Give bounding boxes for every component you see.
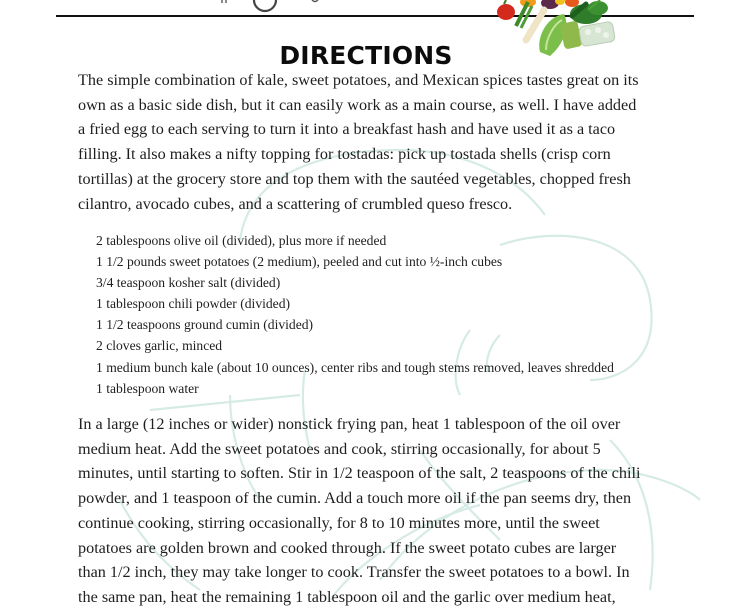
- text-line: the same pan, heat the remaining 1 tablespoon oil and the garlic over medium heat,: [78, 587, 616, 606]
- text-line: In a large (12 inches or wider) nonstick frying pan, heat 1 tablespoon of the oil over: [78, 415, 621, 433]
- ingredient-item: 1 tablespoon water: [96, 380, 199, 396]
- ingredient-item: 2 cloves garlic, minced: [96, 338, 223, 354]
- ingredient-item: 1 1/2 pounds sweet potatoes (2 medium), peeled and cut into ½-inch cubes: [96, 254, 503, 270]
- ingredient-item: 3/4 teaspoon kosher salt (divided): [96, 275, 281, 291]
- text-line: potatoes are golden brown and cooked through. If the sweet potato cubes are larger: [78, 538, 617, 557]
- text-line: medium heat. Add the sweet potatoes and cook, stirring occasionally, for about 5: [78, 439, 601, 458]
- ingredient-item: 1 medium bunch kale (about 10 ounces), center ribs and tough stems removed, leaves shredded: [96, 359, 614, 375]
- ingredients-list: [96, 230, 614, 399]
- ingredient-item: 1 tablespoon chili powder (divided): [96, 296, 291, 312]
- text-line: The simple combination of kale, sweet potatoes, and Mexican spices tastes great on its: [78, 71, 639, 89]
- text-line: tortillas) at the grocery store and top them with the sautéed vegetables, chopped fresh: [78, 169, 631, 188]
- ingredient-item: 1 1/2 teaspoons ground cumin (divided): [96, 317, 314, 333]
- ingredient-item: 2 tablespoons olive oil (divided), plus more if needed: [96, 233, 387, 248]
- intro-paragraph: [78, 68, 698, 216]
- text-line: own as a basic side dish, but it can easily work as a main course, as well. I have added: [78, 95, 637, 114]
- text-line: continue cooking, stirring occasionally, for 8 to 10 minutes more, until the sweet: [78, 513, 600, 532]
- text-line: powder, and 1 teaspoon of the cumin. Add a touch more oil if the pan seems dry, then: [78, 489, 632, 508]
- text-line: filling. It also makes a nifty topping for tostadas: pick up tostada shells (crisp corn: [78, 145, 611, 164]
- text-line: than 1/2 inch, they may take longer to cook. Transfer the sweet potatoes to a bowl. In: [78, 563, 630, 582]
- text-line: minutes, until starting to soften. Stir in 1/2 teaspoon of the salt, 2 teaspoons of the chili: [78, 464, 641, 483]
- page-title: DIRECTIONS: [279, 40, 453, 70]
- text-line: cilantro, avocado cubes, and a scattering of crumbled queso fresco.: [78, 194, 513, 213]
- method-paragraph: [78, 412, 698, 610]
- text-line: a fried egg to each serving to turn it into a breakfast hash and have used it as a taco: [78, 120, 616, 139]
